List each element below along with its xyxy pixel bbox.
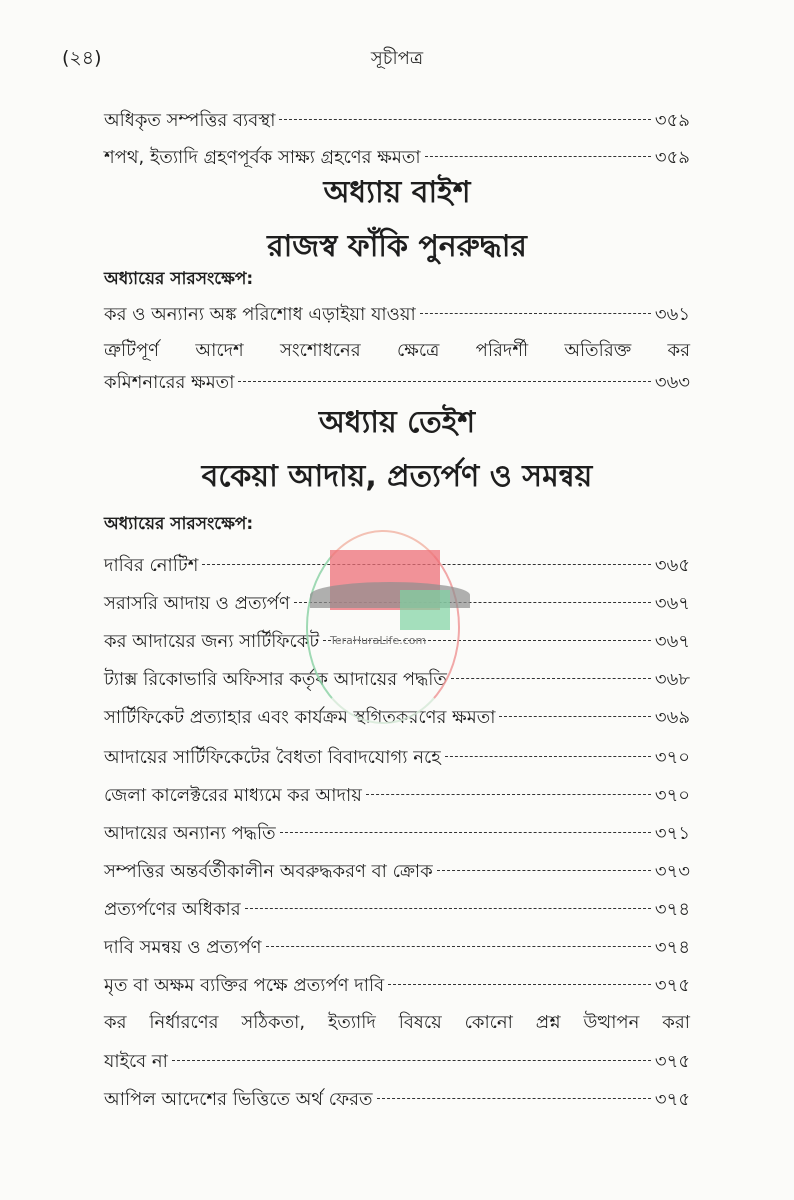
toc-entry[interactable] — [104, 971, 690, 1002]
toc-entry-title: মৃত বা অক্ষম ব্যক্তির পক্ষে প্রত্যর্পণ দাবি — [104, 975, 385, 996]
page-number: (২৪) — [62, 47, 102, 69]
leader-dashes — [280, 832, 651, 833]
running-title: সূচীপত্র — [370, 48, 424, 69]
leader-dashes — [266, 946, 651, 947]
toc-entry-title: আদায়ের সার্টিফিকেটের বৈধতা বিবাদযোগ্য নহে — [104, 747, 441, 768]
toc-entry-title: দাবি সমন্বয় ও প্রত্যর্পণ — [104, 937, 262, 958]
leader-dashes — [451, 678, 651, 679]
toc-entry[interactable] — [104, 933, 690, 964]
leader-dashes — [279, 119, 650, 120]
leader-dashes — [437, 870, 651, 871]
toc-entry[interactable] — [104, 781, 690, 812]
leader-dashes — [238, 381, 650, 382]
toc-entry-page: ৩৫৯ — [654, 110, 690, 131]
toc-entry-title: সরাসরি আদায় ও প্রত্যর্পণ — [104, 593, 290, 614]
toc-entry-multiline-line1: ত্রুটিপূর্ণ আদেশ সংশোধনের ক্ষেত্রে পরিদর্শী অতিরিক্ত কর — [104, 340, 690, 361]
toc-entry-page: ৩৬৯ — [654, 707, 690, 728]
toc-entry-page: ৩৭৫ — [654, 1089, 690, 1110]
leader-dashes — [366, 794, 651, 795]
toc-entry-page: ৩৭৫ — [654, 975, 690, 996]
toc-entry-title: যাইবে না — [104, 1051, 168, 1072]
chapter-23-summary-label: অধ্যায়ের সারসংক্ষেপ: — [104, 514, 254, 534]
toc-entry-title: ট্যাক্স রিকোভারি অফিসার কর্তৃক আদায়ের পদ্ধতি — [104, 669, 447, 690]
chapter-23-title: বকেয়া আদায়, প্রত্যর্পণ ও সমন্বয় — [201, 459, 593, 494]
toc-entry[interactable] — [104, 1085, 690, 1116]
leader-dashes — [425, 156, 651, 157]
watermark-logo-accent — [400, 590, 450, 630]
toc-entry[interactable] — [104, 895, 690, 926]
toc-entry-page: ৩৭৩ — [654, 861, 690, 882]
leader-dashes — [172, 1060, 651, 1061]
toc-entry-title: আদায়ের অন্যান্য পদ্ধতি — [104, 823, 276, 844]
toc-entry-page: ৩৭০ — [654, 747, 690, 768]
chapter-22-summary-label: অধ্যায়ের সারসংক্ষেপ: — [104, 269, 254, 289]
toc-entry-page: ৩৭৫ — [654, 1051, 690, 1072]
toc-entry-title: সার্টিফিকেট প্রত্যাহার এবং কার্যক্রম স্থগিতকরণের ক্ষমতা — [104, 707, 496, 728]
toc-entry-title: দাবির নোটিশ — [104, 555, 199, 576]
toc-entry-page: ৩৬১ — [654, 304, 690, 325]
leader-dashes — [499, 716, 650, 717]
toc-entry-title: শপথ, ইত্যাদি গ্রহণপূর্বক সাক্ষ্য গ্রহণের ক্ষমতা — [104, 147, 421, 168]
toc-entry-title: কমিশনারের ক্ষমতা — [104, 372, 235, 393]
toc-entry-title: কর আদায়ের জন্য সার্টিফিকেট — [104, 631, 320, 652]
leader-dashes — [377, 1098, 651, 1099]
toc-entry-page: ৩৭০ — [654, 785, 690, 806]
toc-entry-page: ৩৬৫ — [654, 555, 690, 576]
chapter-23-label: অধ্যায় তেইশ — [318, 405, 476, 440]
toc-entry[interactable] — [104, 300, 690, 331]
chapter-22-title: রাজস্ব ফাঁকি পুনরুদ্ধার — [267, 229, 527, 264]
toc-entry[interactable] — [104, 1047, 690, 1078]
toc-entry-title: জেলা কালেক্টরের মাধ্যমে কর আদায় — [104, 785, 362, 806]
toc-entry-title: কর ও অন্যান্য অঙ্ক পরিশোধ এড়াইয়া যাওয়া — [104, 304, 416, 325]
toc-entry[interactable] — [104, 368, 690, 399]
toc-entry-page: ৩৭৪ — [654, 937, 690, 958]
toc-entry-page: ৩৬৮ — [654, 669, 690, 690]
toc-entry-page: ৩৬৭ — [654, 631, 690, 652]
toc-entry-page: ৩৬৩ — [654, 372, 690, 393]
toc-entry-title: অধিকৃত সম্পত্তির ব্যবস্থা — [104, 110, 276, 131]
leader-dashes — [388, 984, 651, 985]
toc-entry[interactable] — [104, 143, 690, 174]
toc-entry[interactable] — [104, 106, 690, 137]
toc-entry[interactable] — [104, 819, 690, 850]
leader-dashes — [445, 756, 651, 757]
toc-entry-page: ৩৭১ — [654, 823, 690, 844]
toc-entry-page: ৩৭৪ — [654, 899, 690, 920]
toc-entry-page: ৩৬৭ — [654, 593, 690, 614]
toc-entry[interactable] — [104, 857, 690, 888]
leader-dashes — [245, 908, 651, 909]
toc-entry[interactable] — [104, 743, 690, 774]
watermark-text: TeraHuraLife.com — [330, 634, 427, 647]
toc-entry-multiline-line1: কর নির্ধারণের সঠিকতা, ইত্যাদি বিষয়ে কোনো প্রশ্ন উত্থাপন করা — [104, 1012, 690, 1033]
toc-entry-title: প্রত্যর্পণের অধিকার — [104, 899, 241, 920]
toc-entry-page: ৩৫৯ — [654, 147, 690, 168]
toc-entry-title: আপিল আদেশের ভিত্তিতে অর্থ ফেরত — [104, 1089, 373, 1110]
chapter-22-label: অধ্যায় বাইশ — [323, 175, 471, 210]
leader-dashes — [420, 313, 651, 314]
toc-entry-title: সম্পত্তির অন্তর্বর্তীকালীন অবরুদ্ধকরণ বা ক্রোক — [104, 861, 433, 882]
